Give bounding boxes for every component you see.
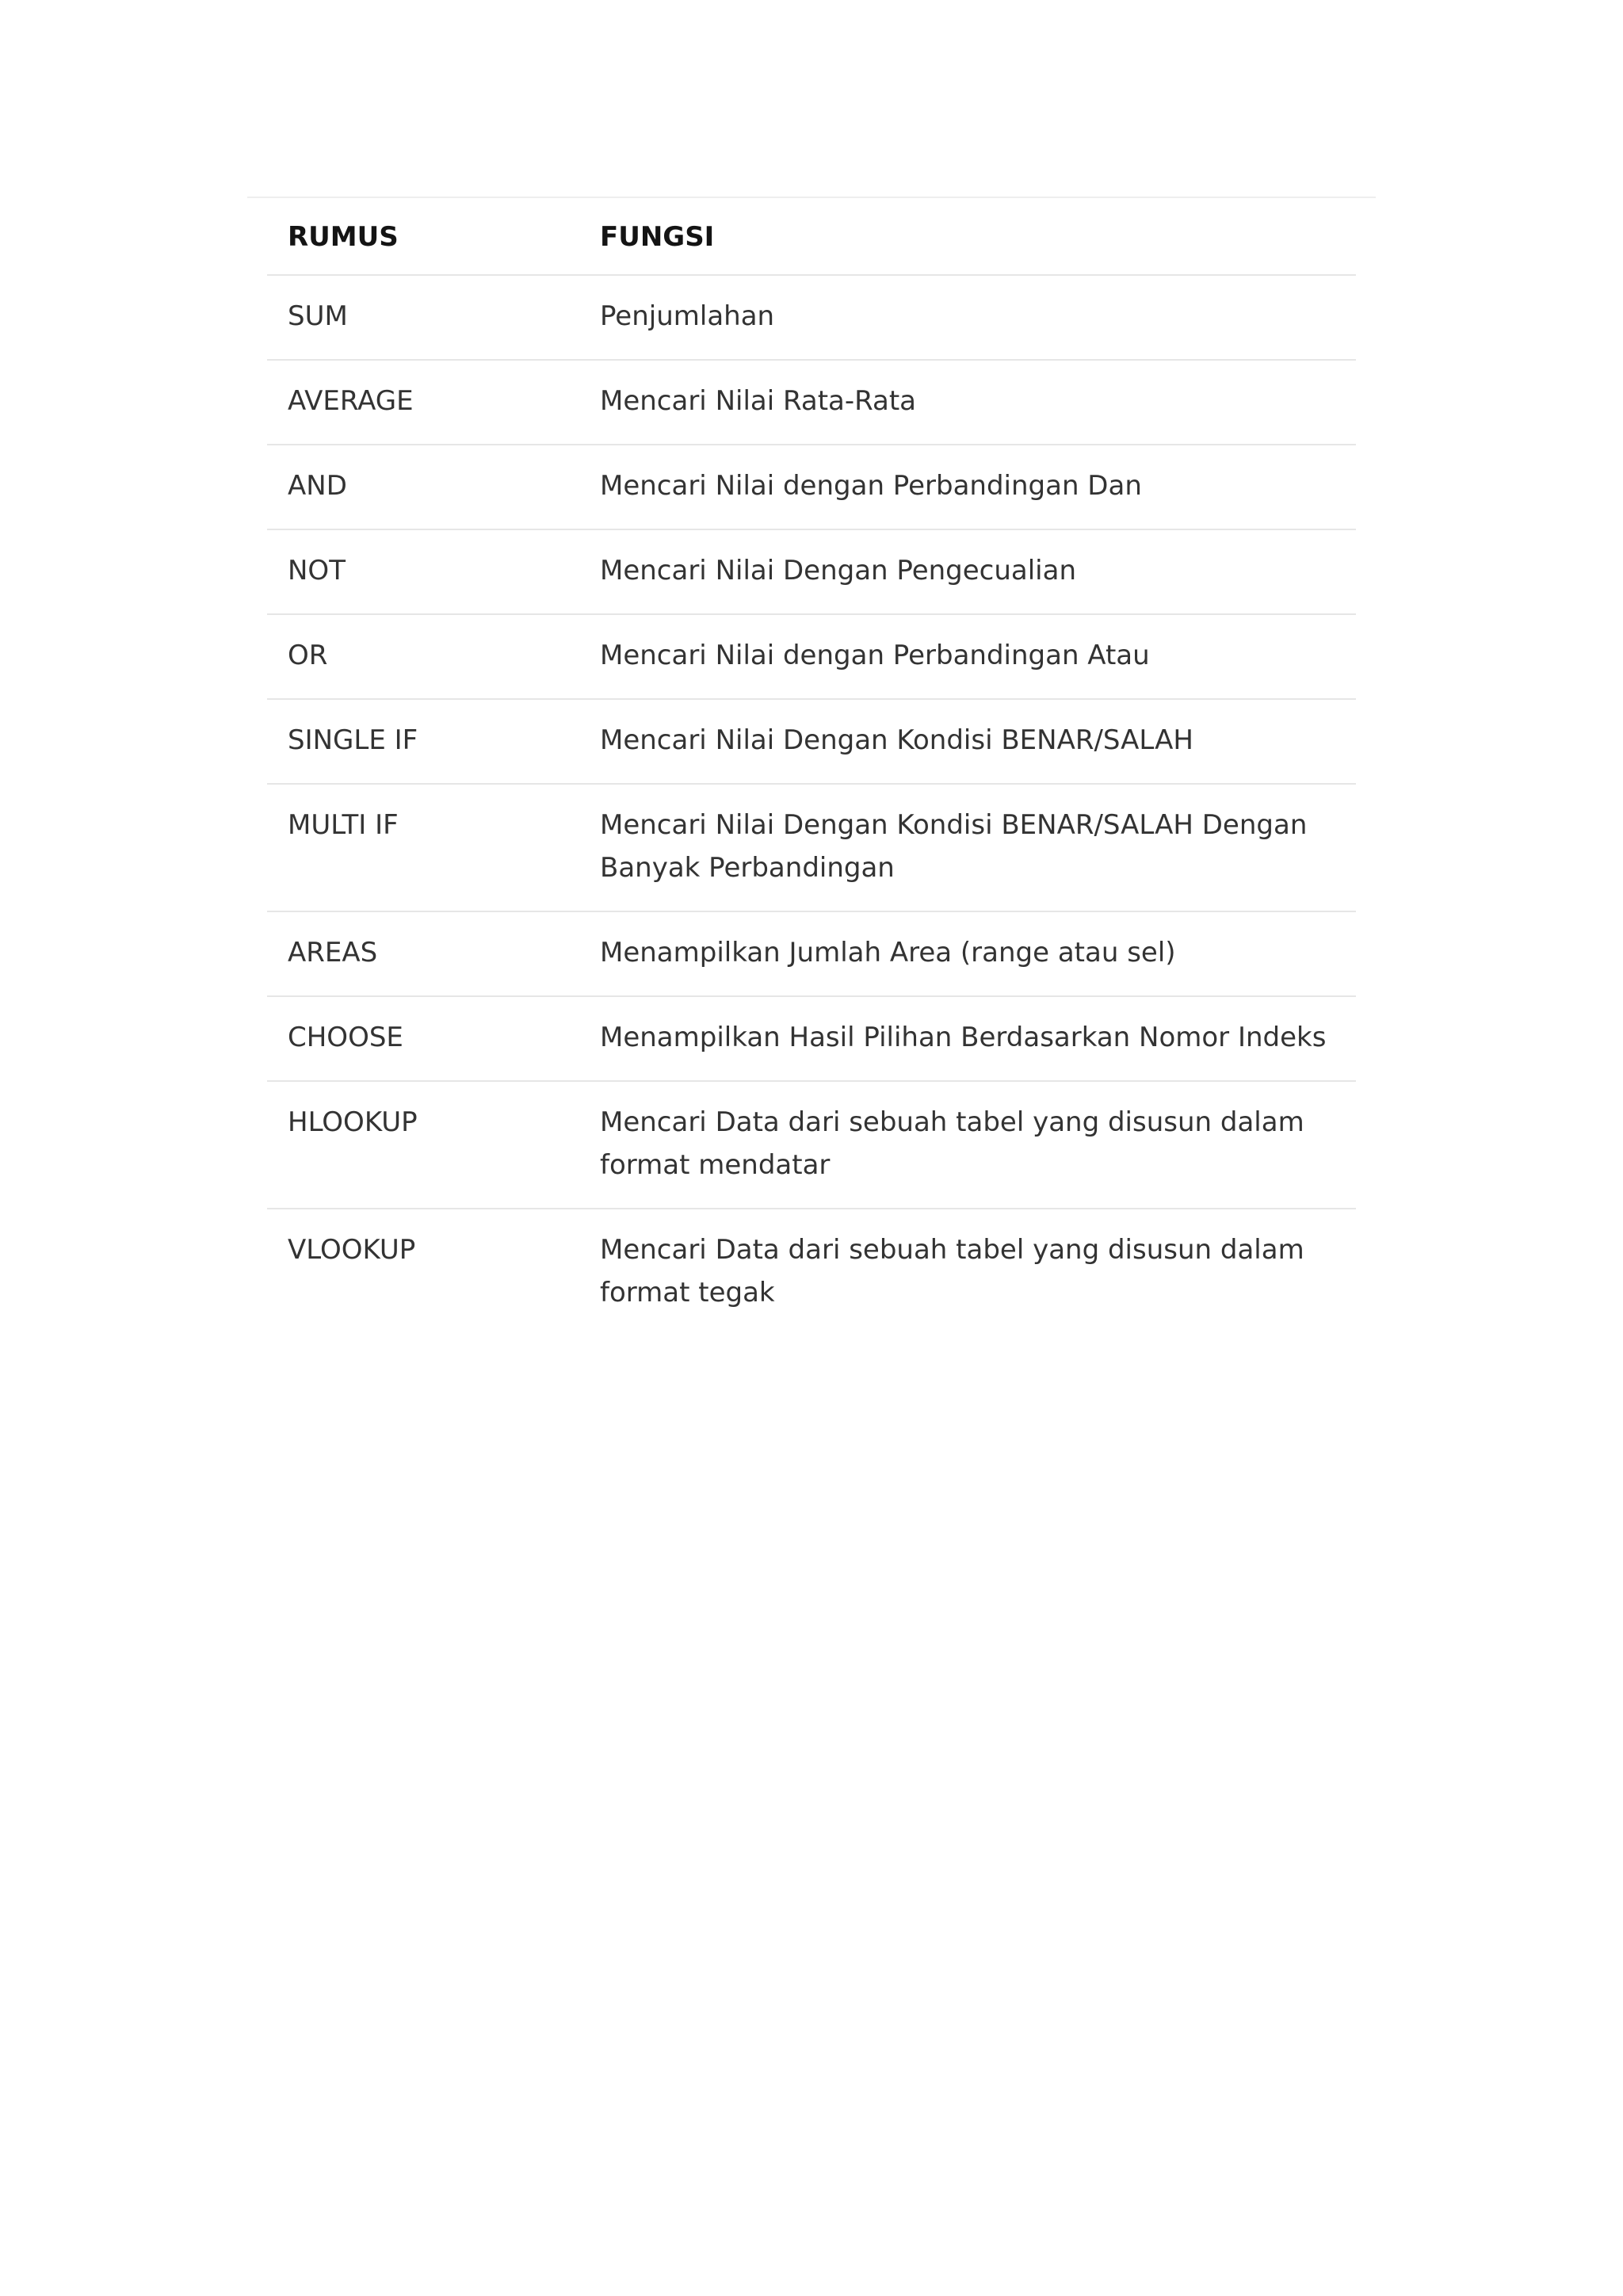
formula-name-cell: AND [267, 445, 579, 529]
formula-name-cell: AREAS [267, 911, 579, 996]
formula-name-cell: VLOOKUP [288, 1234, 416, 1266]
formula-function-cell: Mencari Nilai Rata-Rata [579, 360, 1356, 445]
formula-function-cell: Mencari Data dari sebuah tabel yang disusun dalam format tegak [600, 1234, 1304, 1308]
formula-function-cell: Mencari Nilai dengan Perbandingan Atau [579, 614, 1356, 699]
column-header-rumus: RUMUS [267, 198, 579, 275]
formula-function-cell: Mencari Nilai Dengan Pengecualian [579, 529, 1356, 614]
formula-function-cell: Mencari Nilai dengan Perbandingan Dan [579, 445, 1356, 529]
formula-function-cell: Menampilkan Hasil Pilihan Berdasarkan Nomor Indeks [579, 996, 1356, 1081]
formula-name-cell: HLOOKUP [267, 1081, 579, 1209]
table-row [267, 445, 1356, 529]
formula-name-cell: OR [267, 614, 579, 699]
formula-function-cell: Menampilkan Jumlah Area (range atau sel) [579, 911, 1356, 996]
column-header-fungsi: FUNGSI [579, 198, 1356, 275]
table-row [267, 784, 1356, 911]
formula-function-cell: Mencari Data dari sebuah tabel yang disusun dalam format mendatar [579, 1081, 1356, 1209]
formula-name-cell: NOT [267, 529, 579, 614]
table-row [267, 614, 1356, 699]
table-row [267, 699, 1356, 784]
table-row [267, 996, 1356, 1081]
table-row [267, 911, 1356, 996]
formula-table-container [247, 197, 1376, 1335]
table-row [267, 360, 1356, 445]
formula-function-cell: Mencari Nilai Dengan Kondisi BENAR/SALAH [579, 699, 1356, 784]
formula-name-cell: MULTI IF [267, 784, 579, 911]
table-row [267, 1081, 1356, 1209]
formula-name-cell: SUM [267, 275, 579, 360]
formula-name-cell: AVERAGE [267, 360, 579, 445]
table-header-row [267, 198, 1356, 275]
table-row [267, 275, 1356, 360]
formula-name-cell: CHOOSE [267, 996, 579, 1081]
formula-function-cell: Mencari Nilai Dengan Kondisi BENAR/SALAH Dengan Banyak Perbandingan [579, 784, 1356, 911]
formula-function-cell: Penjumlahan [579, 275, 1356, 360]
formula-table [267, 198, 1356, 1335]
formula-name-cell: SINGLE IF [267, 699, 579, 784]
table-row [267, 1209, 1356, 1335]
table-row [267, 529, 1356, 614]
